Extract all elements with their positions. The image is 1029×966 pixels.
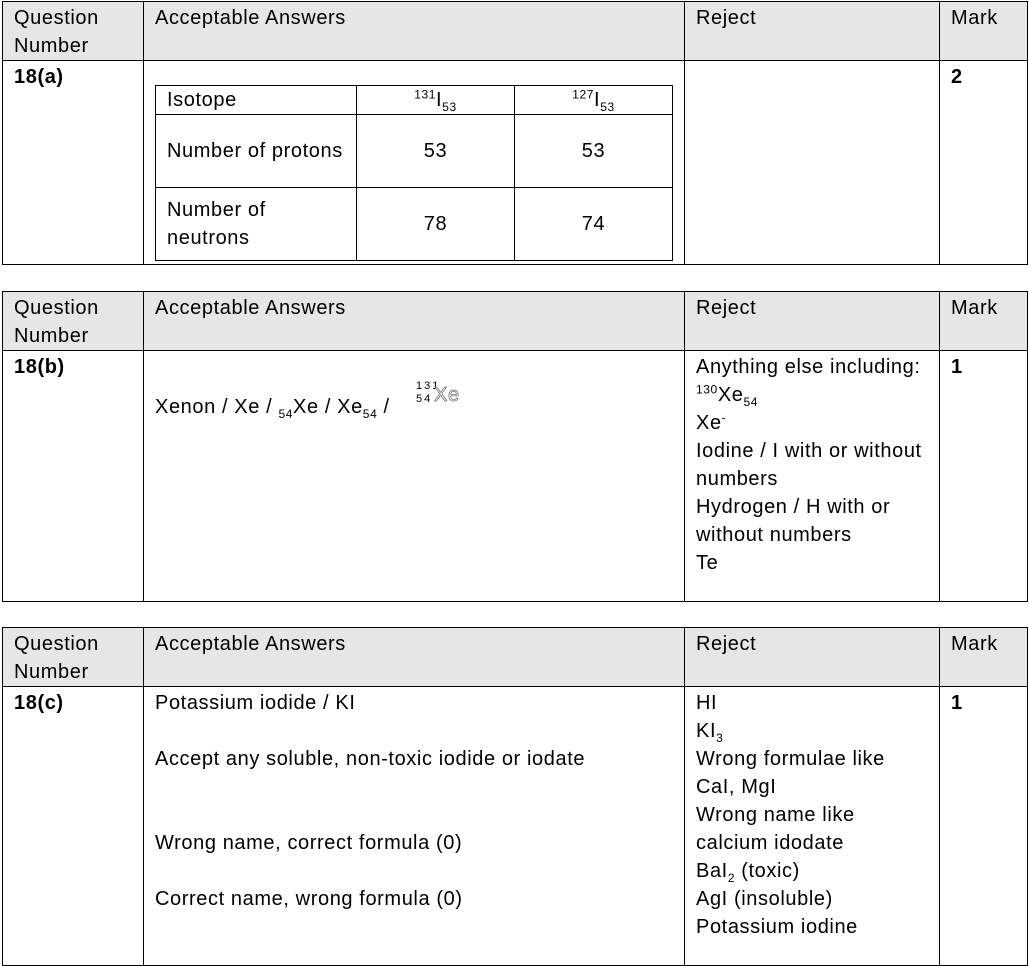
mark-scheme-table-18a	[2, 1, 1028, 265]
reject-bai2-note: (toxic)	[735, 860, 800, 882]
answer-row-18c	[3, 687, 1028, 966]
protons-value-2: 53	[515, 115, 673, 188]
header-mark: Mark	[940, 628, 1028, 687]
reject-intro: Anything else including:	[696, 356, 921, 378]
reject-xe-ion-charge: -	[721, 410, 727, 425]
neutrons-value-2: 74	[515, 188, 673, 261]
reject-bai2	[696, 857, 928, 885]
isotope-2-notation	[515, 86, 673, 115]
reject-hi: HI	[696, 692, 718, 714]
isotope-label: Isotope	[156, 86, 357, 115]
question-number-18c: 18(c)	[3, 687, 144, 966]
reject-cell-18c	[685, 687, 940, 966]
spacer	[155, 857, 673, 885]
answer-18b-prefix: Xenon / Xe /	[155, 396, 279, 418]
question-number-18a: 18(a)	[3, 61, 144, 265]
reject-xe-ion	[696, 409, 928, 437]
reject-potassium-iodine: Potassium iodine	[696, 916, 858, 938]
answer-18b-mid: Xe / Xe	[293, 396, 363, 418]
reject-xe-ion-symbol: Xe	[696, 412, 722, 434]
reject-wrong-formulae: Wrong formulae like	[696, 748, 885, 770]
protons-label: Number of protons	[156, 115, 357, 188]
reject-ki3	[696, 717, 928, 745]
header-question-number: Question Number	[3, 292, 144, 351]
isotope-2-number: 53	[600, 100, 615, 114]
reject-wrong-name: Wrong name like calcium idodate	[696, 804, 855, 854]
mark-18c: 1	[940, 687, 1028, 966]
neutrons-label: Number of neutrons	[156, 188, 357, 261]
answer-row-18b	[3, 351, 1028, 602]
reject-iodine: Iodine / I with or without numbers	[696, 440, 922, 490]
spacer	[155, 717, 673, 745]
isotope-1-notation	[357, 86, 515, 115]
header-acceptable-answers: Acceptable Answers	[144, 628, 685, 687]
answer-18b-sub2: 54	[362, 407, 378, 421]
answer-18c-line3: Wrong name, correct formula (0)	[155, 832, 463, 854]
reject-hydrogen: Hydrogen / H with or without numbers	[696, 496, 891, 546]
reject-xe130-mass: 130	[696, 382, 718, 397]
reject-cell-18b	[685, 351, 940, 602]
isotope-1-symbol: I	[436, 89, 443, 111]
mark-scheme-table-18b	[2, 291, 1028, 602]
reject-cai-mgi: CaI, MgI	[696, 776, 777, 798]
answers-cell-18a	[144, 61, 685, 265]
mark-18a: 2	[940, 61, 1028, 265]
protons-value-1: 53	[357, 115, 515, 188]
header-reject: Reject	[685, 2, 940, 61]
protons-row	[156, 115, 673, 188]
answer-18c-line2: Accept any soluble, non-toxic iodide or iodate	[155, 748, 586, 770]
xenon-image-number: 54	[415, 393, 433, 405]
header-reject: Reject	[685, 628, 940, 687]
table-header-row	[3, 292, 1028, 351]
mark-18b: 1	[940, 351, 1028, 602]
isotope-1-mass: 131	[414, 87, 437, 102]
answers-cell-18b	[144, 351, 685, 602]
header-acceptable-answers: Acceptable Answers	[144, 2, 685, 61]
answer-18c-line4: Correct name, wrong formula (0)	[155, 888, 463, 910]
reject-bai2-sub: 2	[727, 871, 736, 885]
xenon-notation-graphic	[412, 375, 482, 419]
reject-bai2-base: BaI	[696, 860, 728, 882]
xenon-131-image	[412, 375, 482, 419]
header-acceptable-answers: Acceptable Answers	[144, 292, 685, 351]
reject-ki3-sub: 3	[716, 731, 724, 745]
isotope-header-row	[156, 86, 673, 115]
question-number-18b: 18(b)	[3, 351, 144, 602]
isotope-1-number: 53	[442, 100, 457, 114]
reject-xe130-symbol: Xe	[717, 384, 744, 406]
isotope-2-symbol: I	[594, 89, 601, 111]
header-mark: Mark	[940, 292, 1028, 351]
table-header-row	[3, 628, 1028, 687]
answer-18c-line1: Potassium iodide / KI	[155, 692, 356, 714]
answer-18b-suffix: /	[377, 396, 390, 418]
header-mark: Mark	[940, 2, 1028, 61]
answer-18b-sub1: 54	[278, 407, 293, 421]
isotope-2-mass: 127	[572, 87, 595, 102]
spacer	[155, 773, 673, 801]
reject-xe130-number: 54	[743, 395, 759, 409]
answers-cell-18c	[144, 687, 685, 966]
isotope-table	[155, 85, 673, 261]
neutrons-value-1: 78	[357, 188, 515, 261]
reject-xe130	[696, 381, 928, 409]
reject-te: Te	[696, 552, 719, 574]
header-question-number: Question Number	[3, 2, 144, 61]
mark-scheme-table-18c	[2, 627, 1028, 966]
reject-cell-18a	[685, 61, 940, 265]
answer-row-18a	[3, 61, 1028, 265]
xenon-image-mass: 131	[415, 380, 441, 392]
header-reject: Reject	[685, 292, 940, 351]
neutrons-row	[156, 188, 673, 261]
xenon-image-symbol: Xe	[433, 384, 460, 406]
spacer	[155, 801, 673, 829]
header-question-number: Question Number	[3, 628, 144, 687]
table-header-row	[3, 2, 1028, 61]
reject-agi: AgI (insoluble)	[696, 888, 833, 910]
reject-ki3-base: KI	[696, 720, 717, 742]
